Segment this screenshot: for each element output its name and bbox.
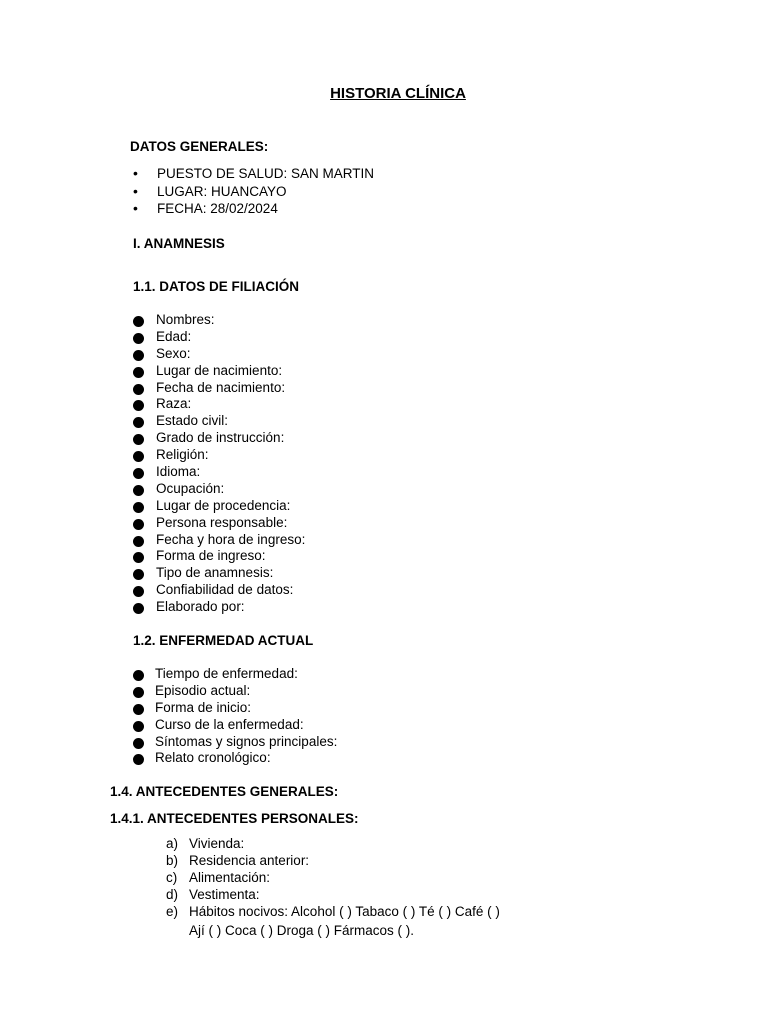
list-item-text-continued: Ají ( ) Coca ( ) Droga ( ) Fármacos ( ). [189, 922, 415, 938]
list-item: Relato cronológico: [133, 750, 337, 767]
list-item-text: Vestimenta: [189, 886, 260, 902]
list-item-text: Vivienda: [189, 836, 245, 851]
list-item-text: Residencia anterior: [189, 852, 310, 868]
list-marker: a) [166, 836, 179, 851]
list-item [166, 887, 500, 904]
list-item [166, 870, 500, 887]
list-item [166, 853, 500, 870]
list-item: Grado de instrucción: [133, 430, 305, 447]
list-marker: e) [166, 903, 179, 919]
list-item: Tipo de anamnesis: [133, 565, 305, 582]
list-marker: c) [166, 869, 178, 885]
datos-generales-heading: DATOS GENERALES: [130, 139, 269, 154]
list-item: Lugar de nacimiento: [133, 363, 305, 380]
list-item: Estado civil: [133, 413, 305, 430]
list-item: Nombres: [133, 312, 305, 329]
list-item: Curso de la enfermedad: [133, 717, 337, 734]
antecedentes-personales-heading: 1.4.1. ANTECEDENTES PERSONALES: [110, 811, 359, 826]
list-item [166, 836, 500, 853]
list-item: Forma de ingreso: [133, 548, 305, 565]
list-item: Forma de inicio: [133, 700, 337, 717]
list-item: • PUESTO DE SALUD: SAN MARTIN [133, 165, 374, 183]
list-item: Elaborado por: [133, 599, 305, 616]
list-item-text: Alimentación: [189, 869, 271, 885]
list-item: Confiabilidad de datos: [133, 582, 305, 599]
list-item: Religión: [133, 447, 305, 464]
list-item: Persona responsable: [133, 515, 305, 532]
filiacion-list [133, 312, 305, 616]
list-item: Episodio actual: [133, 683, 337, 700]
document-title: HISTORIA CLÍNICA [330, 85, 466, 102]
list-item-text: Hábitos nocivos: Alcohol ( ) Tabaco ( ) Té ( ) Café ( ) [189, 903, 500, 919]
enfermedad-heading: 1.2. ENFERMEDAD ACTUAL [133, 633, 314, 648]
list-item: Raza: [133, 396, 305, 413]
list-item: Edad: [133, 329, 305, 346]
antecedentes-heading: 1.4. ANTECEDENTES GENERALES: [110, 784, 339, 799]
list-item: Ocupación: [133, 481, 305, 498]
list-item: Sexo: [133, 346, 305, 363]
anamnesis-heading: I. ANAMNESIS [133, 236, 225, 251]
list-item: Lugar de procedencia: [133, 498, 305, 515]
list-item: Fecha y hora de ingreso: [133, 532, 305, 549]
filiacion-heading: 1.1. DATOS DE FILIACIÓN [133, 279, 300, 294]
datos-generales-list [133, 165, 374, 218]
list-item [166, 904, 500, 940]
list-item: Tiempo de enfermedad: [133, 666, 337, 683]
list-marker: b) [166, 852, 179, 868]
list-item: Síntomas y signos principales: [133, 734, 337, 751]
list-item: Idioma: [133, 464, 305, 481]
list-item: • LUGAR: HUANCAYO [133, 183, 374, 201]
enfermedad-list [133, 666, 337, 767]
list-marker: d) [166, 886, 179, 902]
antecedentes-list [166, 836, 500, 939]
list-item: Fecha de nacimiento: [133, 380, 305, 397]
list-item: • FECHA: 28/02/2024 [133, 200, 374, 218]
